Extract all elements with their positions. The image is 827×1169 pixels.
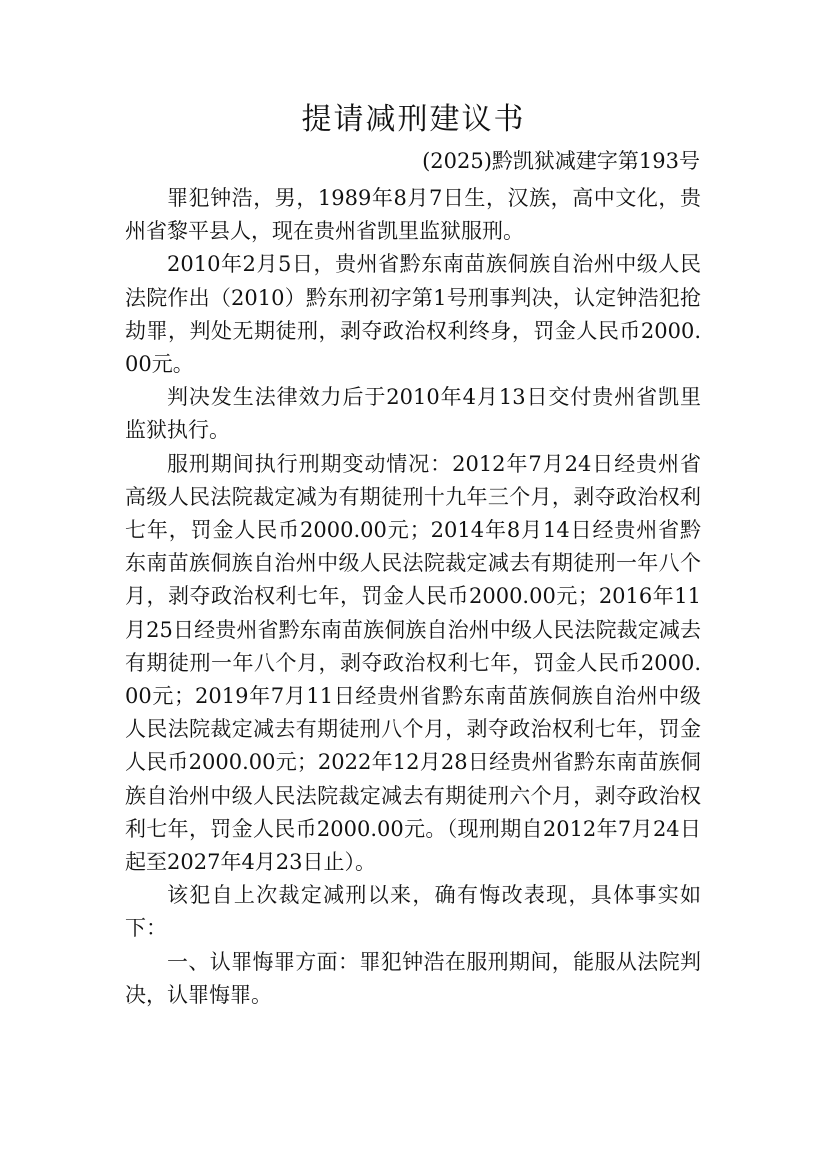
- document-body: [125, 182, 701, 1012]
- paragraph-original-judgment: 2010年2月5日，贵州省黔东南苗族侗族自治州中级人民法院作出（2010）黔东刑初字第1号刑事判决，认定钟浩犯抢劫罪，判处无期徒刑，剥夺政治权利终身，罚金人民币2000.00元。: [125, 252, 701, 377]
- document-title: 提请减刑建议书: [301, 102, 526, 137]
- document-number: (2025)黔凯狱减建字第193号: [422, 149, 700, 173]
- paragraph-criminal-info: 罪犯钟浩，男，1989年8月7日生，汉族，高中文化，贵州省黎平县人，现在贵州省凯里监狱服刑。: [125, 186, 701, 244]
- paragraph-delivery-execution: 判决发生法律效力后于2010年4月13日交付贵州省凯里监狱执行。: [125, 385, 701, 443]
- paragraph-sentence-changes: 服刑期间执行刑期变动情况：2012年7月24日经贵州省高级人民法院裁定减为有期徒刑十九年三个月，剥夺政治权利七年，罚金人民币2000.00元；2014年8月14日经贵州省黔东南苗族侗族自治州中级人民法院裁定减去有期徒刑一年八个月，剥夺政治权利七年，罚金人民币2000.00元；2016年11月25日经贵州省黔东南苗族侗族自治州中级人民法院裁定减去有期徒刑一年八个月，剥夺政治权利七年，罚金人民币2000.00元；2019年7月11日经贵州省黔东南苗族侗族自治州中级人民法院裁定减去有期徒刑八个月，剥夺政治权利七年，罚金人民币2000.00元；2022年12月28日经贵州省黔东南苗族侗族自治州中级人民法院裁定减去有期徒刑六个月，剥夺政治权利七年，罚金人民币2000.00元。（现刑期自2012年7月24日起至2027年4月23日止）。: [125, 451, 701, 875]
- paragraph-repentance-intro: 该犯自上次裁定减刑以来，确有悔改表现，具体事实如下：: [125, 883, 701, 941]
- paragraph-admit-guilt: 一、认罪悔罪方面：罪犯钟浩在服刑期间，能服从法院判决，认罪悔罪。: [125, 949, 701, 1007]
